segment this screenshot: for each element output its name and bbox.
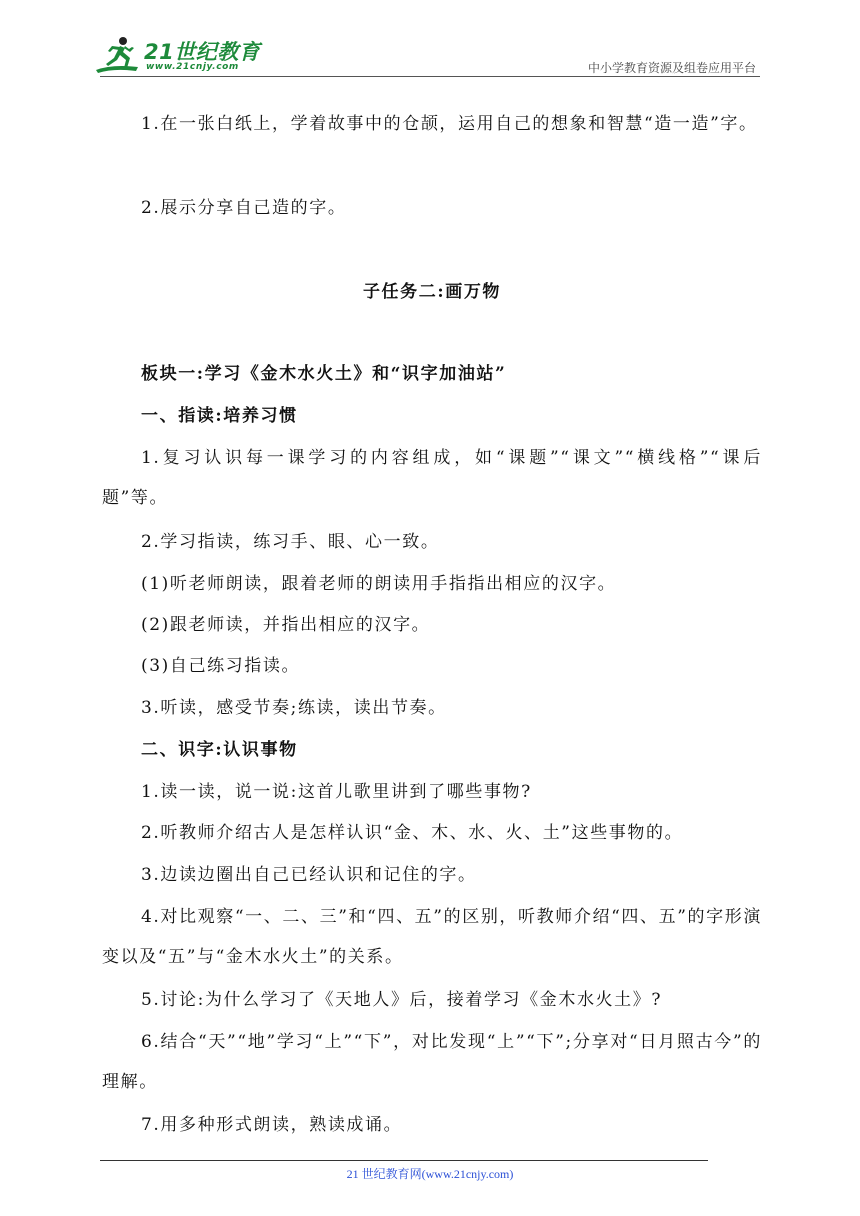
brand-logo bbox=[92, 34, 292, 78]
heading-finger-reading: 一、指读:培养习惯 bbox=[141, 406, 298, 426]
page-header bbox=[0, 0, 860, 90]
paragraph: 7.用多种形式朗读，熟读成诵。 bbox=[141, 1115, 403, 1135]
paragraph: 1.在一张白纸上，学着故事中的仓颉，运用自己的想象和智慧“造一造”字。 bbox=[141, 114, 758, 134]
paragraph: 2.学习指读，练习手、眼、心一致。 bbox=[141, 532, 440, 552]
paragraph: 5.讨论:为什么学习了《天地人》后，接着学习《金木水火土》? bbox=[141, 990, 663, 1010]
paragraph: 3.边读边圈出自己已经认识和记住的字。 bbox=[141, 865, 477, 885]
paragraph: (2)跟老师读，并指出相应的汉字。 bbox=[141, 615, 431, 635]
footer-divider bbox=[100, 1160, 708, 1161]
header-divider bbox=[100, 76, 760, 77]
paragraph: 1.复习认识每一课学习的内容组成，如“课题”“课文”“横线格”“课后题”等。 bbox=[102, 448, 762, 508]
runner-logo-icon bbox=[92, 34, 144, 78]
paragraph: (1)听老师朗读，跟着老师的朗读用手指指出相应的汉字。 bbox=[141, 574, 617, 594]
subtask-title: 子任务二:画万物 bbox=[362, 282, 502, 302]
paragraph: 6.结合“天”“地”学习“上”“下”，对比发现“上”“下”;分享对“日月照古今”的理解。 bbox=[102, 1032, 762, 1092]
logo-url: www.21cnjy.com bbox=[146, 62, 239, 72]
paragraph: 4.对比观察“一、二、三”和“四、五”的区别，听教师介绍“四、五”的字形演变以及“五”与“金木水火土”的关系。 bbox=[102, 907, 762, 967]
section-heading: 板块一:学习《金木水火土》和“识字加油站” bbox=[141, 364, 507, 384]
logo-text: 21世纪教育 bbox=[144, 40, 261, 64]
paragraph: 2.听教师介绍古人是怎样认识“金、木、水、火、土”这些事物的。 bbox=[141, 823, 684, 843]
platform-name: 中小学教育资源及组卷应用平台 bbox=[587, 61, 756, 75]
paragraph: 1.读一读，说一说:这首儿歌里讲到了哪些事物? bbox=[141, 782, 532, 802]
paragraph: 3.听读，感受节奏;练读，读出节奏。 bbox=[141, 698, 447, 718]
paragraph: 2.展示分享自己造的字。 bbox=[141, 198, 347, 218]
footer-text: 21 世纪教育网(www.21cnjy.com) bbox=[346, 1167, 514, 1181]
heading-literacy: 二、识字:认识事物 bbox=[141, 740, 298, 760]
paragraph: (3)自己练习指读。 bbox=[141, 656, 301, 676]
